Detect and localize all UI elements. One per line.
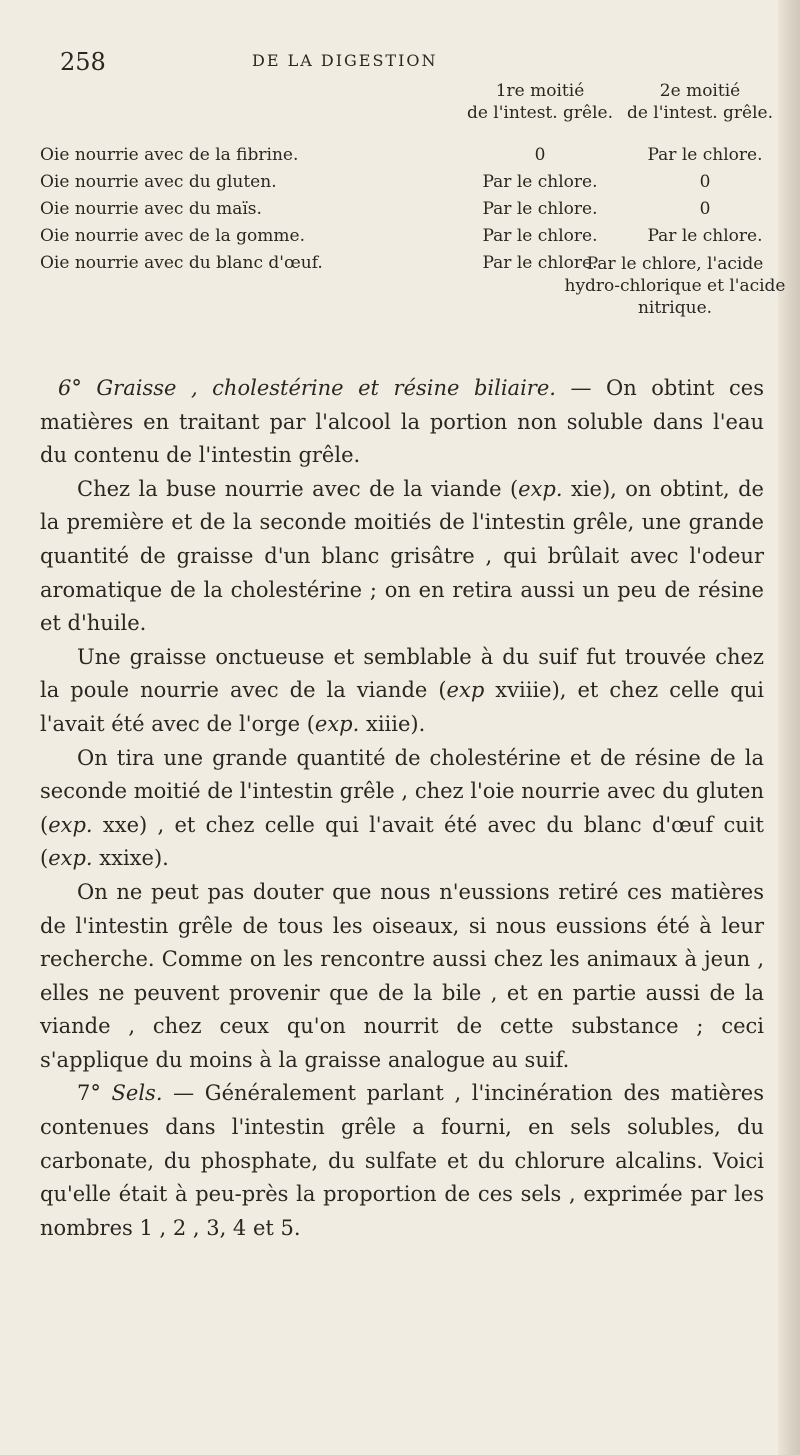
row-label: Oie nourrie avec de la gomme. bbox=[40, 226, 305, 246]
cell-second-half-multiline: Par le chlore, l'acide hydro-chlorique et l'acide nitrique. bbox=[564, 254, 786, 318]
paragraph-section-6: 6° Graisse , cholestérine et résine biliaire. — On obtint ces matières en traitant par l'alcool la portion non soluble dans l'eau du contenu de l'intestin grêle. bbox=[40, 376, 764, 468]
cell-second-half: Par le chlore. bbox=[647, 226, 763, 246]
running-title: DE LA DIGESTION bbox=[252, 51, 438, 70]
cell-first-half: Par le chlore. bbox=[482, 253, 598, 273]
cell-second-half: 0 bbox=[699, 172, 711, 192]
row-label: Oie nourrie avec du gluten. bbox=[40, 172, 277, 192]
paragraph: On ne peut pas douter que nous n'eussions retiré ces matières de l'intestin grêle de tous les oiseaux, si nous eussions été à leur recherche. Comme on les rencontre aussi chez les animaux à jeun , elles ne peuvent provenir que de la bile , et en partie aussi de la viande , chez ceux qu'on nourrit de cette substance ; ceci s'applique du moins à la graisse analogue au suif. bbox=[40, 879, 764, 1072]
cell-first-half: Par le chlore. bbox=[482, 199, 598, 219]
section-heading: 6° Graisse , cholestérine et résine biliaire. bbox=[58, 376, 556, 400]
row-label: Oie nourrie avec de la fibrine. bbox=[40, 145, 299, 165]
page-header bbox=[0, 48, 800, 78]
column-header-second-half: 2e moitié de l'intest. grêle. bbox=[626, 81, 774, 123]
section-heading: Sels. bbox=[111, 1081, 163, 1106]
column-header-first-half: 1re moitié de l'intest. grêle. bbox=[466, 81, 614, 123]
cell-second-half: Par le chlore. bbox=[647, 145, 763, 165]
paragraph-section-7: 7° Sels. — Généralement parlant , l'incinération des matières contenues dans l'intestin grêle a fourni, en sels solubles, du carbonate, du phosphate, du sulfate et du chlorure alcalins. Voici qu'elle était à peu-près la proportion de ces sels , exprimée par les nombres 1 , 2 , 3, 4 et 5. bbox=[40, 1081, 764, 1240]
row-label: Oie nourrie avec du maïs. bbox=[40, 199, 262, 219]
cell-first-half: Par le chlore. bbox=[482, 172, 598, 192]
row-label: Oie nourrie avec du blanc d'œuf. bbox=[40, 253, 323, 273]
page-number: 258 bbox=[60, 48, 106, 76]
body-text bbox=[40, 372, 764, 1245]
paragraph: On tira une grande quantité de cholestérine et de résine de la seconde moitié de l'intestin grêle , chez l'oie nourrie avec du gluten (exp. xxe) , et chez celle qui l'avait été avec du blanc d'œuf cuit (exp. xxixe). bbox=[40, 745, 764, 871]
cell-first-half: 0 bbox=[534, 145, 546, 165]
paragraph: Une graisse onctueuse et semblable à du suif fut trouvée chez la poule nourrie avec de la viande (exp xviiie), et chez celle qui l'avait été avec de l'orge (exp. xiiie). bbox=[40, 644, 764, 736]
cell-first-half: Par le chlore. bbox=[482, 226, 598, 246]
cell-second-half: 0 bbox=[699, 199, 711, 219]
paragraph: Chez la buse nourrie avec de la viande (exp. xie), on obtint, de la première et de la seconde moitiés de l'intestin grêle, une grande quantité de graisse d'un blanc grisâtre , qui brûlait avec l'odeur aromatique de la cholestérine ; on en retira aussi un peu de résine et d'huile. bbox=[40, 476, 764, 636]
